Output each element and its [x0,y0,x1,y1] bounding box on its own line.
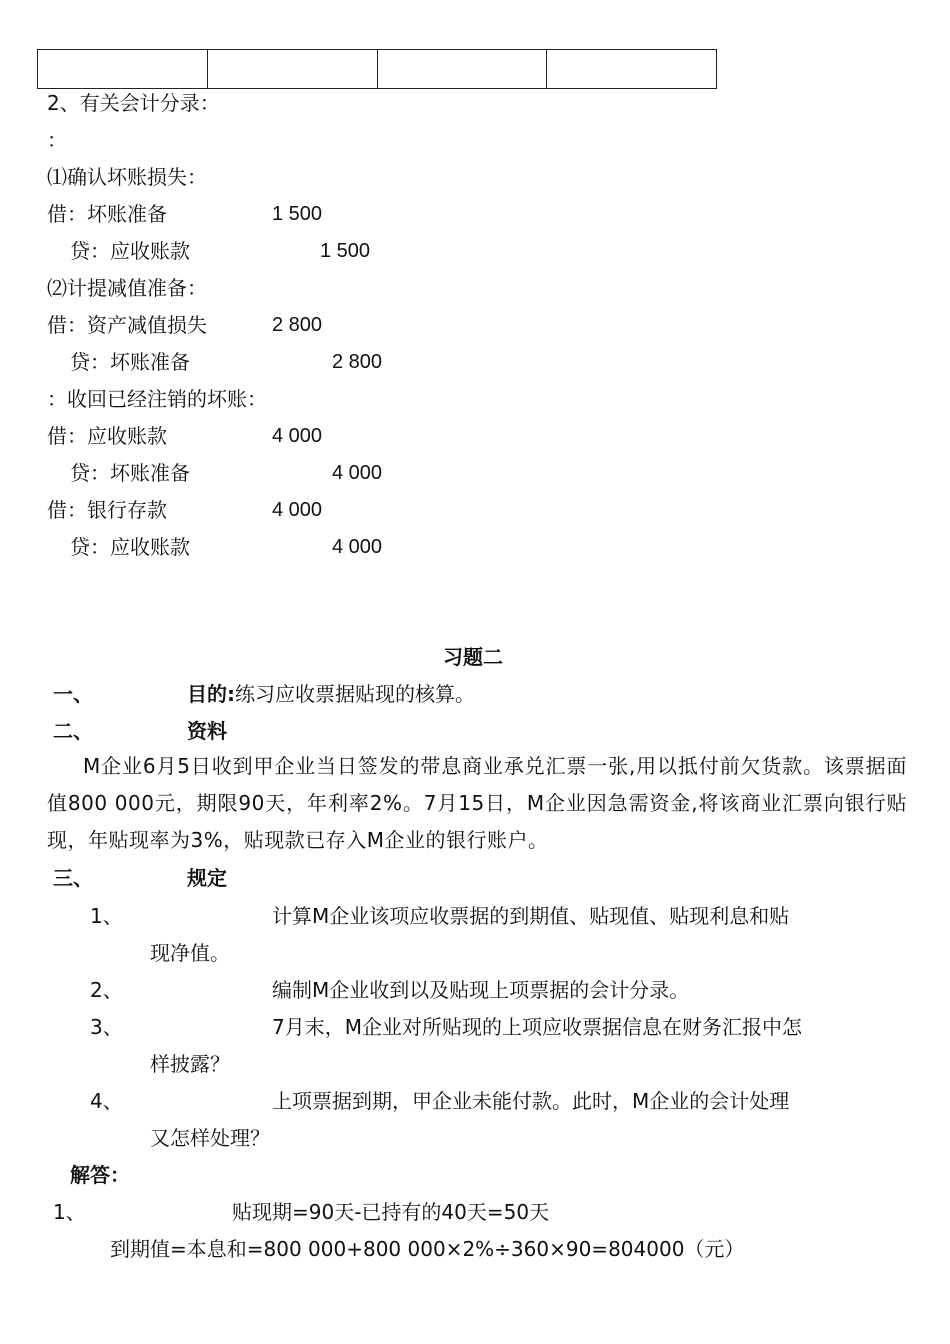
credit-account: 贷：应收账款 [70,535,190,559]
requirement-line2: 现净值。 [150,941,230,965]
exercise-title: 习题二 [443,645,503,669]
answer-heading: 解答： [70,1163,130,1187]
debit-account: 借：应收账款 [47,424,167,448]
section-label: 规定 [187,866,227,890]
section-heading: 2、有关会计分录： [47,91,220,115]
credit-amount: 4 000 [332,462,383,484]
requirement-line2: 又怎样处理？ [150,1126,270,1150]
requirement-line1: 计算M企业该项应收票据的到期值、贴现值、贴现利息和贴 [272,904,790,928]
section-number: 二、 [53,719,93,743]
debit-amount: 4 000 [272,425,323,447]
material-paragraph [47,748,907,859]
section-label: 资料 [187,719,227,743]
section-goal [187,682,475,706]
answer-line: 到期值=本息和=800 000+800 000×2%÷360×90=804000（元） [110,1237,745,1261]
requirement-number: 3、 [90,1015,123,1039]
entry-title: ：收回已经注销的坏账： [47,387,267,411]
goal-text: 练习应收票据贴现的核算。 [235,682,475,706]
debit-amount: 1 500 [272,203,323,225]
credit-amount: 2 800 [332,351,383,373]
table-cell [38,50,208,89]
debit-amount: 2 800 [272,314,323,336]
material-text: M企业6月5日收到甲企业当日签发的带息商业承兑汇票一张,用以抵付前欠货款。该票据面值800 000元，期限90天，年利率2%。7月15日，M企业因急需资金,将该商业汇票向银行贴现，年贴现率为3%，贴现款已存入M企业的银行账户。 [47,754,907,852]
entry-title: ⑴确认坏账损失： [47,165,207,189]
answer-number: 1、 [53,1200,86,1224]
credit-amount: 1 500 [320,240,371,262]
requirement-line1: 上项票据到期，甲企业未能付款。此时，M企业的会计处理 [272,1089,790,1113]
requirement-line1: 7月末，M企业对所贴现的上项应收票据信息在财务汇报中怎 [272,1015,802,1039]
requirement-line2: 样披露？ [150,1052,230,1076]
colon-line: ： [47,128,67,152]
requirement-line1: 编制M企业收到以及贴现上项票据的会计分录。 [272,978,690,1002]
credit-account: 贷：坏账准备 [70,350,190,374]
debit-account: 借：资产减值损失 [47,313,207,337]
table-row [38,50,717,89]
table-cell [377,50,547,89]
table-stub [37,49,717,89]
table-cell [207,50,377,89]
answer-line: 贴现期=90天-已持有的40天=50天 [232,1200,550,1224]
debit-account: 借：坏账准备 [47,202,167,226]
credit-account: 贷：坏账准备 [70,461,190,485]
debit-account: 借：银行存款 [47,498,167,522]
section-number: 一、 [53,682,93,706]
requirement-number: 4、 [90,1089,123,1113]
goal-label: 目的: [187,682,235,706]
section-number: 三、 [53,866,93,890]
entry-title: ⑵计提减值准备： [47,276,207,300]
credit-account: 贷：应收账款 [70,239,190,263]
credit-amount: 4 000 [332,536,383,558]
requirement-number: 1、 [90,904,123,928]
table-cell [547,50,717,89]
requirement-number: 2、 [90,978,123,1002]
debit-amount: 4 000 [272,499,323,521]
